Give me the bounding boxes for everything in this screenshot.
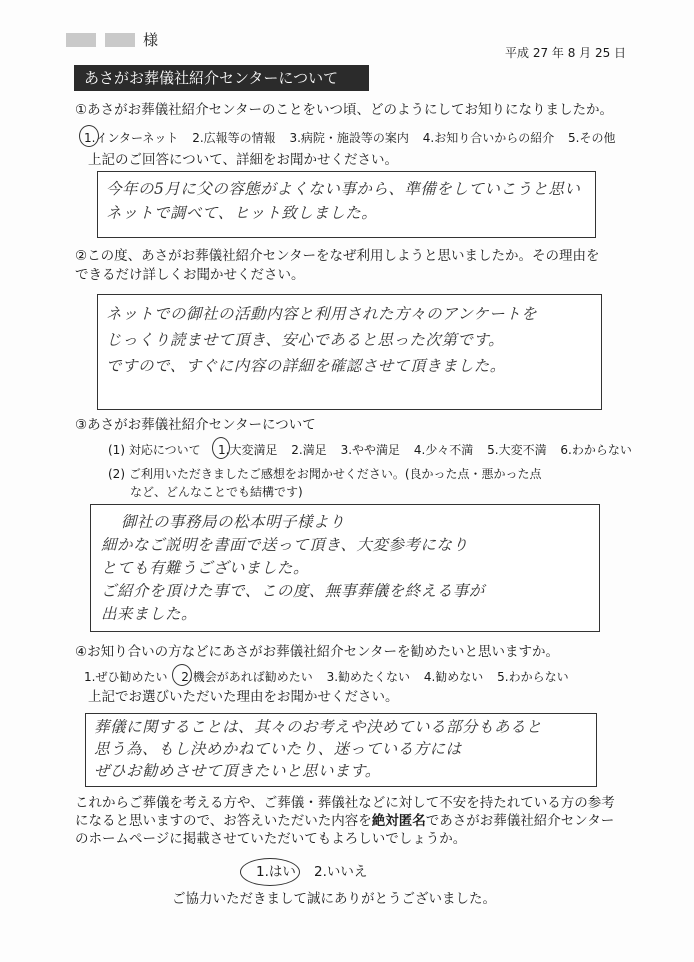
q2-answer-box: [97, 294, 602, 410]
q4-options: [84, 668, 579, 686]
q3-option-3[interactable]: 3.やや満足: [340, 443, 401, 457]
q4-selection-circle: [172, 664, 192, 686]
q2-question-line1: ②この度、あさがお葬儀社紹介センターをなぜ利用しようと思いましたか。その理由を: [75, 248, 600, 264]
q4-option-2[interactable]: 2.機会があれば勧めたい: [181, 670, 313, 684]
q1-answer-line-2: ネットで調べて、ヒット致しました。: [106, 204, 378, 222]
q4-answer-box: [85, 713, 597, 787]
q4-option-4[interactable]: 4.勧めない: [423, 670, 484, 684]
q3-option-2[interactable]: 2.満足: [291, 443, 327, 457]
q1-selection-circle: [79, 125, 99, 147]
q1-options: [84, 129, 626, 147]
redacted-name-block-2: [105, 33, 135, 47]
q4-question: ④お知り合いの方などにあさがお葬儀社紹介センターを勧めたいと思いますか。: [75, 644, 560, 660]
q3-answer-line-2: 細かなご説明を書面で送って頂き、大変参考になり: [101, 536, 469, 554]
date: 平成 27 年 8 月 25 日: [505, 46, 627, 60]
honorific: 様: [143, 31, 159, 49]
q4-answer-line-3: ぜひお勧めさせて頂きたいと思います。: [94, 762, 381, 780]
q2-answer-line-2: じっくり読ませて頂き、安心であると思った次第です。: [106, 331, 505, 349]
q1-followup: 上記のご回答について、詳細をお聞かせください。: [88, 152, 398, 168]
q4-answer-line-1: 葬儀に関することは、其々のお考えや決めている部分もあると: [94, 718, 543, 736]
section-banner: あさがお葬儀社紹介センターについて: [74, 65, 369, 91]
q3-title: ③あさがお葬儀社紹介センターについて: [75, 417, 316, 433]
q1-option-4[interactable]: 4.お知り合いからの紹介: [422, 131, 555, 145]
q3-option-1[interactable]: 1.大変満足: [218, 443, 278, 457]
q3-answer-box: [90, 504, 600, 632]
closing-line-2-pre: になると思いますので、お答えいただいた内容を: [75, 813, 372, 829]
q1-question: ①あさがお葬儀社紹介センターのことをいつ頃、どのようにしてお知りになりましたか。: [75, 102, 614, 118]
q4-option-5[interactable]: 5.わからない: [497, 670, 569, 684]
anonymous-emphasis: 絶対匿名: [371, 813, 426, 829]
q2-question-line2: できるだけ詳しくお聞かせください。: [75, 267, 305, 283]
q3-sub2-line1: (2) ご利用いただきましたご感想をお聞かせください。(良かった点・悪かった点: [108, 467, 542, 481]
consent-no[interactable]: 2.いいえ: [314, 864, 368, 880]
q2-answer-line-1: ネットでの御社の活動内容と利用された方々のアンケートを: [106, 305, 538, 323]
q1-option-5[interactable]: 5.その他: [568, 131, 616, 145]
closing-line-1: これからご葬儀を考える方や、ご葬儀・葬儀社などに対して不安を持たれている方の参考: [75, 795, 615, 811]
q3-answer-line-1: 御社の事務局の松本明子様より: [121, 513, 346, 531]
q2-answer-line-3: ですので、すぐに内容の詳細を確認させて頂きました。: [106, 357, 506, 375]
q3-option-4[interactable]: 4.少々不満: [413, 443, 474, 457]
q1-option-1[interactable]: 1.インターネット: [84, 131, 179, 145]
q1-option-2[interactable]: 2.広報等の情報: [192, 131, 276, 145]
q1-option-3[interactable]: 3.病院・施設等の案内: [289, 131, 409, 145]
q3-answer-line-3: とても有難うございました。: [101, 559, 310, 577]
q4-answer-line-2: 思う為、もし決めかねていたり、迷っている方には: [94, 740, 462, 758]
q3-option-5[interactable]: 5.大変不満: [487, 443, 547, 457]
q3-options: [218, 441, 642, 459]
consent-yes[interactable]: 1.はい: [256, 864, 296, 880]
q3-answer-line-4: ご紹介を頂けた事で、この度、無事葬儀を終える事が: [101, 582, 485, 600]
q3-answer-line-5: 出来ました。: [101, 605, 198, 623]
closing-line-2-post: であさがお葬儀社紹介センター: [425, 813, 615, 829]
q3-option-6[interactable]: 6.わからない: [560, 443, 632, 457]
q3-selection-circle: [212, 437, 230, 459]
q3-sub2-line2: など、どんなことでも結構です): [130, 485, 303, 499]
redacted-name-block-1: [66, 33, 96, 47]
closing-line-3: のホームページに掲載させていただいてもよろしいでしょうか。: [75, 831, 467, 847]
q4-option-1[interactable]: 1.ぜひ勧めたい: [84, 670, 168, 684]
q1-answer-line-1: 今年の5月に父の容態がよくない事から、準備をしていこうと思い: [106, 180, 581, 198]
consent-yes-circle: [240, 858, 300, 886]
q3-sub1-label: (1) 対応について: [108, 443, 201, 457]
thanks-message: ご協力いただきまして誠にありがとうございました。: [172, 891, 496, 907]
q4-followup: 上記でお選びいただいた理由をお聞かせください。: [88, 689, 399, 705]
q4-option-3[interactable]: 3.勧めたくない: [326, 670, 411, 684]
closing-line-2: [75, 812, 614, 830]
q1-answer-box: [97, 171, 596, 238]
